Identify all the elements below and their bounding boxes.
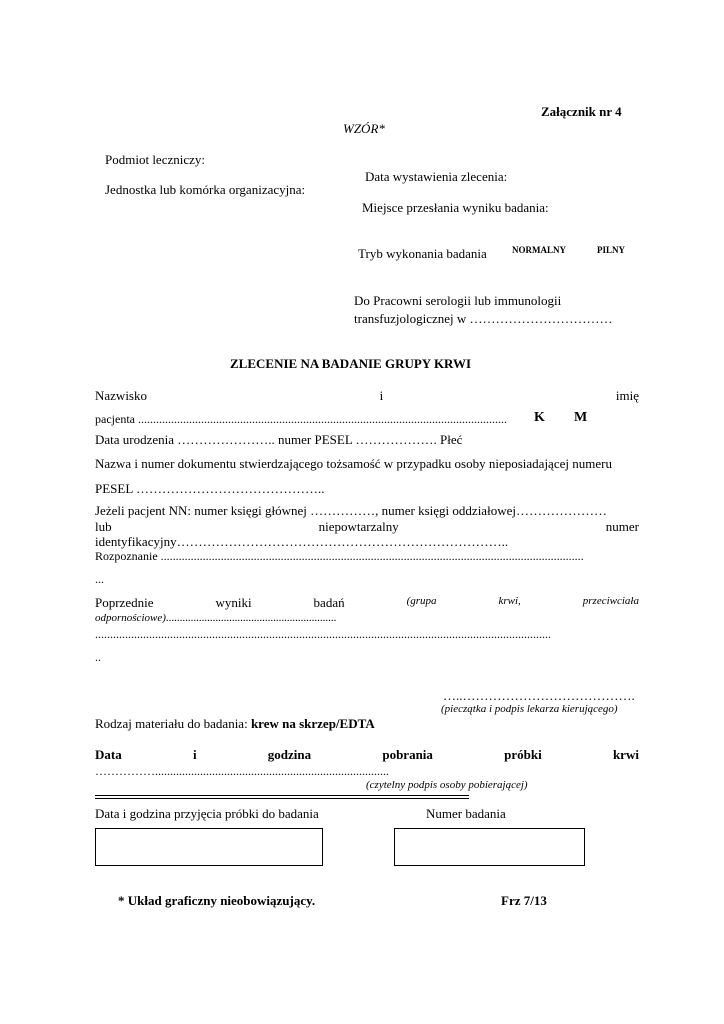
doctor-signature-field[interactable]: …..…………………………………. (443, 688, 635, 703)
issue-date-label: Data wystawienia zlecenia: (365, 169, 508, 184)
identification-number-field[interactable]: identyfikacyjny………………………………………………………………….. (95, 534, 509, 549)
reception-date-label: Data i godzina przyjęcia próbki do badania (95, 806, 319, 821)
sample-date-field[interactable]: …………….............................................................................. (95, 764, 389, 778)
birth-pesel-sex-line[interactable]: Data urodzenia ………………….. numer PESEL ………………. Płeć (95, 432, 463, 447)
result-place-label: Miejsce przesłania wyniku badania: (362, 200, 549, 215)
mode-urgent-option[interactable]: PILNY (597, 245, 626, 255)
form-title: ZLECENIE NA BADANIE GRUPY KRWI (230, 356, 472, 371)
name-word-1: Nazwisko (95, 388, 147, 403)
prev-word-1: Poprzednie (95, 595, 154, 610)
form-code: Frz 7/13 (501, 893, 547, 908)
sample-word-1: Data (95, 747, 122, 762)
prev-italic-2: krwi, (498, 595, 521, 607)
nn-id-row (95, 519, 639, 535)
prev-italic-4: odpornościowe) (95, 612, 166, 624)
name-row (95, 388, 639, 404)
patient-name-field[interactable]: pacjenta ........................................................................................................................... (95, 412, 507, 426)
previous-results-field[interactable] (95, 612, 336, 624)
lab-line-2: transfuzjologicznej w …………………………… (354, 311, 613, 326)
diagnosis-field[interactable]: Rozpoznanie ............................................................................................................................................. (95, 549, 584, 563)
prev-word-3: badań (313, 595, 345, 610)
material-value: krew na skrzep/EDTA (250, 716, 375, 731)
doctor-signature-caption: (pieczątka i podpis lekarza kierującego) (441, 703, 618, 715)
prev-word-2: wyniki (215, 595, 252, 610)
separator-line-top (95, 795, 469, 796)
sex-k-option[interactable]: K (534, 410, 545, 425)
previous-results-line-4: .. (95, 650, 101, 664)
diagnosis-continuation: ... (95, 572, 104, 586)
attachment-label: Załącznik nr 4 (541, 104, 622, 119)
lab-line-1: Do Pracowni serologii lub immunologii (354, 293, 562, 308)
material-label: Rodzaj materiału do badania: (95, 716, 251, 731)
nn-word-3: numer (605, 519, 639, 534)
collector-signature-caption: (czytelny podpis osoby pobierającej) (366, 779, 528, 791)
sample-word-2: i (192, 747, 197, 762)
material-row (95, 716, 375, 732)
separator-line-bottom (95, 798, 469, 799)
name-word-3: imię (615, 388, 639, 403)
sex-m-option[interactable]: M (574, 410, 588, 425)
prev-italic-3: przeciwciała (582, 595, 639, 607)
test-mode-label: Tryb wykonania badania (358, 246, 487, 261)
healthcare-entity-label: Podmiot leczniczy: (105, 152, 206, 167)
reception-date-box[interactable] (95, 828, 323, 866)
footer-note: * Układ graficzny nieobowiązujący. (118, 893, 316, 908)
identity-document-field[interactable]: PESEL …………………………………….. (95, 481, 325, 496)
nn-patient-line[interactable]: Jeżeli pacjent NN: numer księgi głównej ……………, numer księgi oddziałowej………………… (95, 503, 607, 518)
test-number-box[interactable] (394, 828, 585, 866)
previous-results-row (95, 595, 639, 611)
sample-word-3: godzina (267, 747, 312, 762)
prev-dots: .............................................................. (165, 612, 337, 624)
sample-word-4: pobrania (382, 747, 433, 762)
mode-normal-option[interactable]: NORMALNY (512, 245, 566, 255)
sample-date-row (95, 747, 639, 763)
sample-word-5: próbki (504, 747, 542, 762)
nn-word-2: niepowtarzalny (318, 519, 399, 534)
name-word-2: i (379, 388, 384, 403)
prev-italic-1: (grupa (406, 595, 437, 607)
organizational-unit-label: Jednostka lub komórka organizacyjna: (105, 182, 306, 197)
template-mark: WZÓR* (343, 121, 385, 136)
identity-document-line-1: Nazwa i numer dokumentu stwierdzającego tożsamość w przypadku osoby nieposiadającej numeru (95, 456, 612, 471)
previous-results-line-3[interactable]: ........................................................................................................................................................ (95, 627, 551, 641)
nn-word-1: lub (95, 519, 112, 534)
sample-word-6: krwi (612, 747, 639, 762)
test-number-label: Numer badania (426, 806, 506, 821)
